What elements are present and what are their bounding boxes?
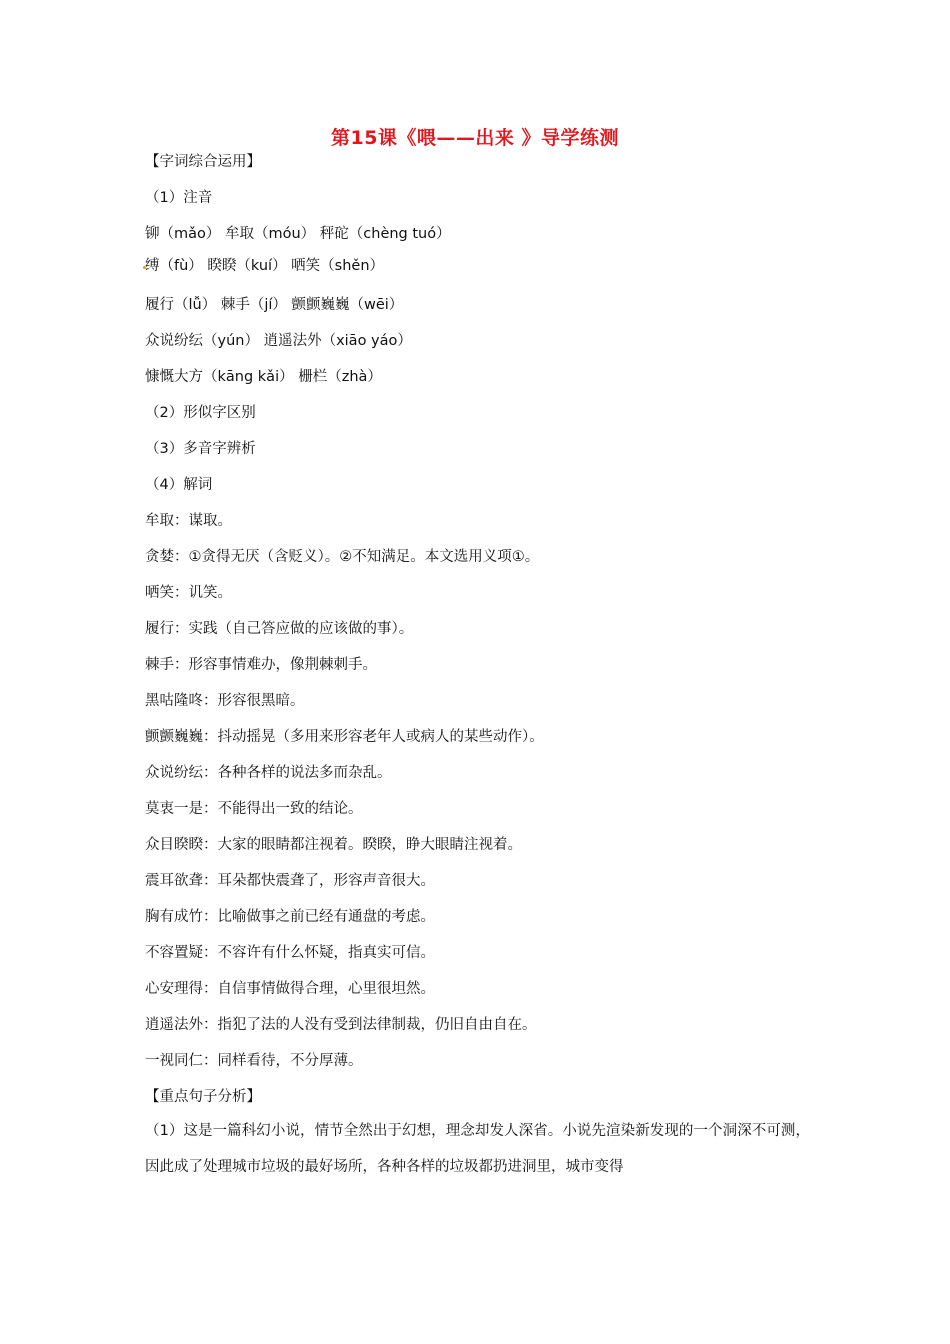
pinyin-line-1: 铆（mǎo） 牟取（móu） 秤砣（chèng tuó）	[145, 226, 451, 242]
pinyin-line-2: 缚（fù） 睽睽（kuí） 哂笑（shěn）	[145, 258, 385, 274]
pinyin-line-5: 慷慨大方（kāng kǎi） 栅栏（zhà）	[145, 369, 382, 385]
definition-item: 众说纷纭：各种各样的说法多而杂乱。	[145, 765, 392, 781]
definition-item: 黑咕隆咚：形容很黑暗。	[145, 693, 305, 709]
definition-item: 众目睽睽：大家的眼睛都注视着。睽睽，睁大眼睛注视着。	[145, 837, 522, 853]
definition-item: 一视同仁：同样看待，不分厚薄。	[145, 1053, 363, 1069]
section-heading-sentences: 【重点句子分析】	[145, 1089, 261, 1105]
subheading-definitions: （4）解词	[145, 477, 213, 493]
definition-item: 莫衷一是：不能得出一致的结论。	[145, 801, 363, 817]
definition-item: 牟取：谋取。	[145, 513, 232, 529]
definition-item: 不容置疑：不容许有什么怀疑，指真实可信。	[145, 945, 435, 961]
section-heading-vocab: 【字词综合运用】	[145, 154, 261, 170]
page-title: 第15课《喂——出来 》导学练测	[330, 127, 620, 149]
definition-item: 震耳欲聋：耳朵都快震聋了，形容声音很大。	[145, 873, 435, 889]
definition-item: 履行：实践（自己答应做的应该做的事）。	[145, 621, 414, 637]
definition-item: 颤颤巍巍：抖动摇晃（多用来形容老年人或病人的某些动作）。	[145, 729, 544, 745]
subheading-pronunciation: （1）注音	[145, 190, 213, 206]
subheading-similar-chars: （2）形似字区别	[145, 405, 256, 421]
definition-item: 胸有成竹：比喻做事之前已经有通盘的考虑。	[145, 909, 435, 925]
definition-item: 心安理得：自信事情做得合理，心里很坦然。	[145, 981, 435, 997]
definition-item: 贪婪：①贪得无厌（含贬义）。②不知满足。本文选用义项①。	[145, 549, 540, 565]
definition-item: 哂笑：讥笑。	[145, 585, 232, 601]
pinyin-line-4: 众说纷纭（yún） 逍遥法外（xiāo yáo）	[145, 333, 412, 349]
definition-item: 棘手：形容事情难办，像荆棘刺手。	[145, 657, 377, 673]
pinyin-line-3: 履行（lǚ） 棘手（jí） 颤颤巍巍（wēi）	[145, 297, 404, 313]
subheading-polyphones: （3）多音字辨析	[145, 441, 256, 457]
definition-item: 逍遥法外：指犯了法的人没有受到法律制裁，仍旧自由自在。	[145, 1017, 537, 1033]
sentence-analysis-paragraph: （1）这是一篇科幻小说，情节全然出于幻想，理念却发人深省。小说先渲染新发现的一个洞深不可测，因此成了处理城市垃圾的最好场所，各种各样的垃圾都扔进洞里，城市变得	[145, 1123, 810, 1175]
